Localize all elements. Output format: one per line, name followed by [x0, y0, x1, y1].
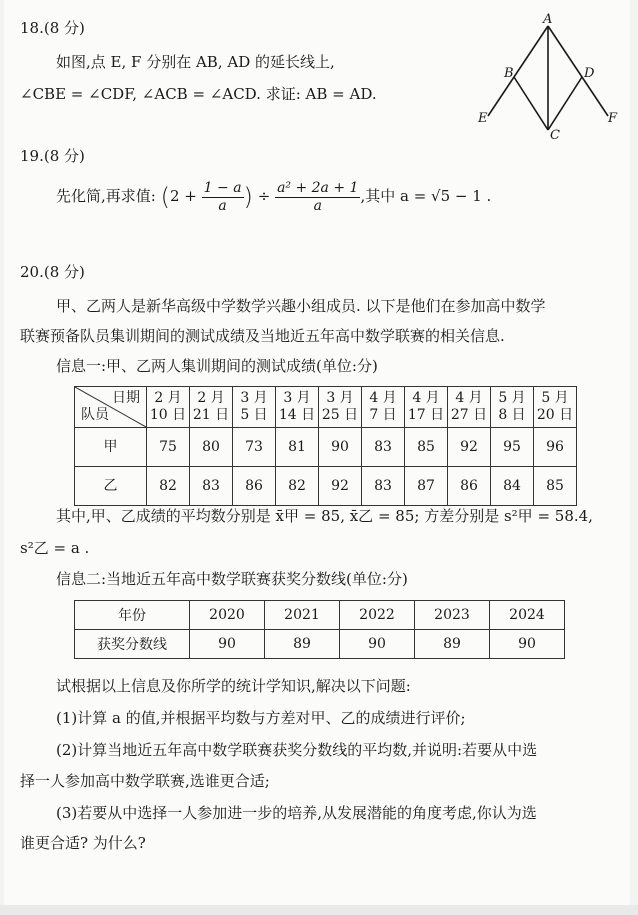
threshold-cell: 90: [340, 630, 415, 659]
date-day: 14 日: [278, 407, 316, 423]
q19-expression: [56, 176, 491, 216]
q19-divide: ÷: [257, 187, 271, 205]
q19-number: 19.: [20, 147, 44, 165]
q18-points: (8 分): [43, 19, 85, 37]
date-day: 10 日: [149, 407, 187, 423]
threshold-row-label: 获奖分数线: [75, 630, 190, 659]
date-day: 17 日: [407, 407, 445, 423]
date-cell: [362, 387, 405, 428]
line-adf: [548, 26, 608, 116]
year-header: 年份: [75, 601, 190, 630]
q19-points: (8 分): [43, 147, 85, 165]
q20-prompt: 试根据以上信息及你所学的统计学知识,解决以下问题:: [56, 677, 411, 695]
score-cell: 83: [190, 467, 233, 506]
date-month: 3 月: [326, 390, 354, 406]
frac2-numerator: a² + 2a + 1: [277, 179, 359, 196]
q19-fraction1: [202, 180, 244, 215]
q20-intro-line2: 联赛预备队员集训期间的测试成绩及当地近五年高中数学联赛的相关信息.: [20, 327, 505, 345]
date-day: 5 日: [240, 407, 268, 423]
q20-stats-line2: s²乙 = a .: [20, 539, 90, 557]
label-f: F: [608, 111, 618, 126]
date-month: 2 月: [197, 390, 225, 406]
corner-top-label: 日期: [112, 390, 140, 406]
threshold-cell: 90: [490, 630, 565, 659]
date-day: 8 日: [498, 407, 526, 423]
date-day: 27 日: [450, 407, 488, 423]
score-cell: 82: [276, 467, 319, 506]
table-row-jia: [75, 428, 577, 467]
year-cell: 2022: [340, 601, 415, 630]
right-paren-icon: ): [243, 183, 253, 211]
date-day: 20 日: [536, 407, 574, 423]
date-day: 25 日: [321, 407, 359, 423]
score-cell: 83: [362, 467, 405, 506]
q20-points: (8 分): [43, 263, 85, 281]
date-cell: [491, 387, 534, 428]
date-cell: [190, 387, 233, 428]
q19-two-plus: 2 +: [169, 187, 197, 205]
date-day: 7 日: [369, 407, 397, 423]
segment-dc: [548, 77, 582, 130]
left-paren-icon: (: [160, 183, 170, 211]
q20-part3-line1: (3)若要从中选择一人参加进一步的培养,从发展潜能的角度考虑,你认为选: [56, 804, 537, 822]
threshold-cell: 89: [415, 630, 490, 659]
q18-geometry-figure: [470, 12, 630, 142]
date-cell: [534, 387, 577, 428]
row-label: 甲: [75, 428, 147, 467]
q20-part1: (1)计算 a 的值,并根据平均数与方差对甲、乙的成绩进行评价;: [56, 709, 466, 727]
date-cell: [276, 387, 319, 428]
date-month: 4 月: [369, 390, 397, 406]
score-cell: 86: [233, 467, 276, 506]
score-cell: 80: [190, 428, 233, 467]
date-day: 21 日: [192, 407, 230, 423]
label-c: C: [550, 128, 560, 142]
year-cell: 2023: [415, 601, 490, 630]
score-cell: 83: [362, 428, 405, 467]
date-cell: [147, 387, 190, 428]
q20-info1: 信息一:甲、乙两人集训期间的测试成绩(单位:分): [56, 357, 378, 375]
date-cell: [405, 387, 448, 428]
frac1-denominator: a: [218, 197, 227, 214]
score-cell: 85: [534, 467, 577, 506]
page-bottom-margin: [0, 905, 638, 915]
score-cell: 82: [147, 467, 190, 506]
q20-intro-line1: 甲、乙两人是新华高级中学数学兴趣小组成员. 以下是他们在参加高中数学: [56, 297, 546, 315]
frac2-denominator: a: [313, 197, 322, 214]
score-cell: 86: [448, 467, 491, 506]
score-cell: 81: [276, 428, 319, 467]
threshold-cell: 89: [265, 630, 340, 659]
threshold-value-row: [75, 630, 565, 659]
q20-part3-line2: 谁更合适? 为什么?: [20, 834, 146, 852]
q19-tail: ,其中 a = √5 − 1 .: [360, 187, 492, 205]
score-cell: 84: [491, 467, 534, 506]
date-month: 4 月: [455, 390, 483, 406]
line-aebe: [488, 26, 548, 116]
score-table-header-row: [75, 387, 577, 428]
q20-part2-line1: (2)计算当地近五年高中数学联赛获奖分数线的平均数,并说明:若要从中选: [56, 741, 538, 759]
threshold-table: [74, 600, 565, 659]
date-cell: [233, 387, 276, 428]
q19-fraction2: [275, 180, 360, 215]
date-month: 5 月: [498, 390, 526, 406]
threshold-cell: 90: [190, 630, 265, 659]
score-cell: 90: [319, 428, 362, 467]
segment-bc: [514, 77, 548, 130]
corner-bottom-label: 队员: [81, 407, 109, 423]
q20-number: 20.: [20, 263, 44, 281]
score-cell: 92: [448, 428, 491, 467]
table-row-yi: [75, 467, 577, 506]
label-e: E: [478, 111, 488, 126]
q20-part2-line2: 择一人参加高中数学联赛,选谁更合适;: [20, 772, 270, 790]
q19-lead: 先化简,再求值:: [56, 187, 156, 205]
year-cell: 2020: [190, 601, 265, 630]
q19-header: [20, 146, 85, 166]
date-month: 5 月: [541, 390, 569, 406]
score-table: [74, 386, 577, 506]
q20-stats-line: 其中,甲、乙成绩的平均数分别是 x̄甲 = 85, x̄乙 = 85; 方差分别是 s²甲 = 58.4,: [56, 507, 593, 525]
score-cell: 95: [491, 428, 534, 467]
label-a: A: [543, 12, 553, 27]
date-month: 4 月: [412, 390, 440, 406]
q20-info2: 信息二:当地近五年高中数学联赛获奖分数线(单位:分): [56, 570, 408, 588]
q18-line2: ∠CBE = ∠CDF, ∠ACB = ∠ACD. 求证: AB = AD.: [20, 85, 377, 103]
score-cell: 85: [405, 428, 448, 467]
score-cell: 75: [147, 428, 190, 467]
threshold-header-row: [75, 601, 565, 630]
score-cell: 73: [233, 428, 276, 467]
date-month: 3 月: [240, 390, 268, 406]
q20-header: [20, 262, 85, 282]
q18-header: [20, 18, 85, 38]
score-cell: 92: [319, 467, 362, 506]
q18-number: 18.: [20, 19, 44, 37]
corner-cell: [75, 387, 147, 428]
date-month: 2 月: [154, 390, 182, 406]
label-b: B: [504, 66, 514, 81]
frac1-numerator: 1 − a: [203, 179, 242, 196]
year-cell: 2024: [490, 601, 565, 630]
row-label: 乙: [75, 467, 147, 506]
date-cell: [319, 387, 362, 428]
year-cell: 2021: [265, 601, 340, 630]
score-cell: 87: [405, 467, 448, 506]
q18-line1: 如图,点 E, F 分别在 AB, AD 的延长线上,: [56, 53, 335, 71]
date-month: 3 月: [283, 390, 311, 406]
score-cell: 96: [534, 428, 577, 467]
label-d: D: [584, 66, 595, 81]
date-cell: [448, 387, 491, 428]
